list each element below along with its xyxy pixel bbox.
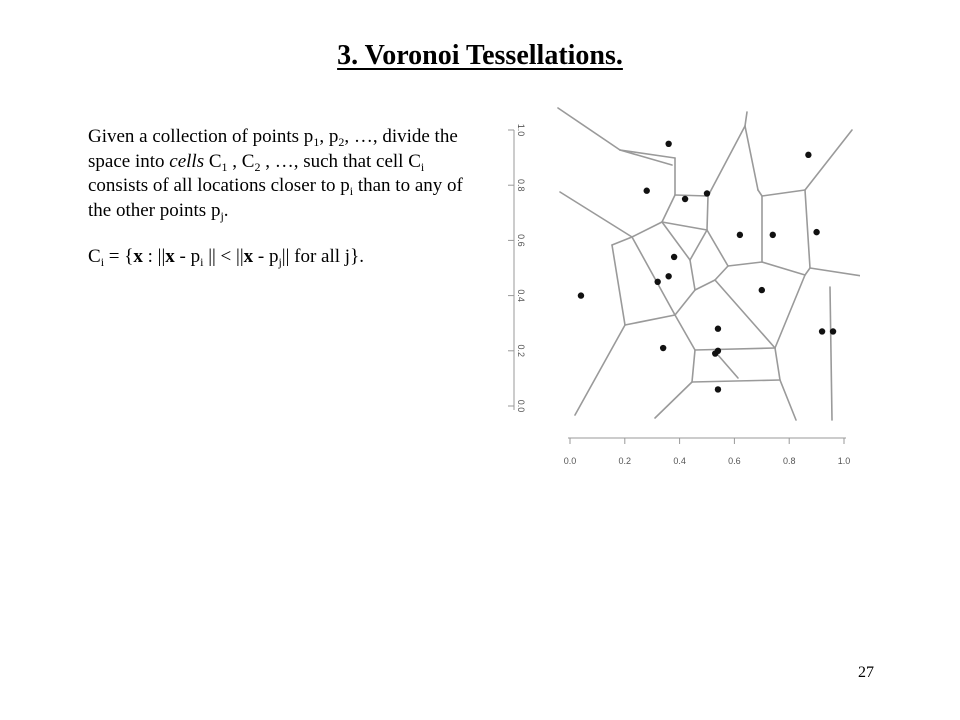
cell-edge: [675, 195, 708, 196]
cell-edge: [762, 262, 805, 275]
paragraph-text: , …, such that cell C: [260, 150, 421, 172]
data-point: [654, 279, 660, 285]
y-tick-label: 0.6: [516, 234, 526, 247]
cell-edge: [675, 315, 695, 350]
paragraph-text: Given a collection of points p: [88, 126, 314, 147]
subscript: 1: [221, 159, 228, 174]
cell-edge: [692, 380, 780, 382]
cell-edge: [625, 315, 675, 325]
cell-edge: [655, 382, 692, 418]
subscript: i: [200, 255, 204, 269]
x-tick-label: 0.0: [563, 456, 577, 466]
formula-text: C: [88, 246, 101, 267]
y-tick-label: 0.2: [516, 344, 526, 358]
data-point: [759, 287, 765, 293]
plot-axes: [514, 130, 846, 438]
data-point: [737, 232, 743, 238]
y-tick-label: 0.8: [516, 178, 526, 192]
cell-edge: [762, 190, 805, 196]
cell-edge: [775, 348, 780, 380]
x-tick-label: 0.2: [618, 456, 632, 466]
paragraph-text: C: [204, 150, 222, 172]
cell-edge: [612, 245, 625, 325]
x-tick-label: 0.4: [673, 456, 686, 466]
cell-edge: [715, 280, 775, 348]
cell-edge: [780, 380, 796, 420]
subscript: j: [220, 208, 224, 223]
voronoi-formula: [88, 245, 478, 270]
page-number: 27: [858, 664, 874, 681]
formula-text: = {: [104, 246, 134, 267]
cell-edge: [612, 237, 632, 245]
slide-title: 3. Voronoi Tessellations.: [337, 40, 623, 71]
cell-edge: [662, 222, 690, 260]
data-point: [819, 328, 825, 334]
cell-edge: [810, 268, 860, 276]
cell-edge: [695, 348, 775, 350]
cell-edge: [745, 112, 747, 126]
y-tick-label: 1.0: [516, 123, 526, 137]
data-point: [671, 254, 677, 260]
data-point: [665, 141, 671, 147]
data-point: [644, 188, 650, 194]
definition-paragraph: [88, 125, 478, 223]
data-points: [578, 141, 836, 393]
cell-edge: [758, 190, 762, 196]
cell-edge: [695, 280, 715, 290]
data-point: [805, 152, 811, 158]
paragraph-text: , C: [227, 150, 255, 172]
subscript: j: [278, 255, 282, 269]
paragraph-text: , p: [319, 126, 339, 147]
data-point: [665, 273, 671, 279]
y-tick-label: 0.0: [516, 399, 526, 413]
paragraph-text: , …, divide the space into: [88, 126, 458, 172]
cell-edge: [805, 130, 852, 190]
formula-vector-x: x: [133, 246, 143, 267]
data-point: [578, 292, 584, 298]
cell-edge: [690, 230, 707, 260]
cell-edge: [675, 290, 695, 315]
paragraph-text: .: [223, 199, 229, 221]
cell-edge: [745, 126, 758, 190]
x-tick-label: 0.6: [728, 456, 741, 466]
x-tick-label: 1.0: [837, 456, 851, 466]
y-tick-label: 0.4: [516, 289, 526, 302]
data-point: [660, 345, 666, 351]
cell-edge: [575, 325, 625, 415]
cell-edge: [707, 230, 728, 266]
data-point: [682, 196, 688, 202]
cell-edge: [718, 355, 738, 378]
formula-text: || < ||: [203, 246, 244, 267]
formula-vector-x: x: [165, 246, 175, 267]
cell-edge: [830, 287, 832, 420]
formula-text: || for all j}.: [281, 246, 364, 267]
cell-edge: [620, 150, 675, 158]
subscript: 1: [313, 135, 320, 149]
data-point: [770, 232, 776, 238]
subscript: i: [420, 159, 425, 174]
cells-term: cells: [169, 150, 205, 172]
cell-edge: [692, 350, 695, 382]
formula-text: - p: [253, 246, 279, 267]
subscript: i: [349, 184, 354, 198]
paragraph-text: consists of all locations closer to p: [88, 175, 350, 196]
cell-edge: [690, 260, 695, 290]
formula-text: - p: [174, 246, 201, 267]
data-point: [830, 328, 836, 334]
x-axis-ticks: [564, 438, 851, 466]
cell-edge: [805, 190, 810, 268]
formula-vector-x: x: [243, 246, 254, 267]
cell-edge: [805, 268, 810, 275]
cell-edge: [708, 126, 745, 196]
data-point: [715, 386, 721, 392]
cell-edge: [632, 222, 662, 237]
cell-edge: [775, 275, 805, 348]
cell-edge: [620, 150, 672, 165]
cell-edge: [662, 222, 707, 230]
voronoi-plot: [500, 100, 860, 480]
formula-text: : ||: [142, 246, 166, 267]
subscript: i: [100, 255, 105, 269]
y-axis-ticks: [508, 124, 526, 413]
cell-edge: [560, 192, 632, 237]
data-point: [813, 229, 819, 235]
cell-edge: [715, 266, 728, 280]
cell-edge: [558, 108, 620, 150]
cell-edge: [707, 196, 708, 230]
data-point: [715, 348, 721, 354]
definition-text: [88, 125, 478, 270]
subscript: 2: [338, 135, 345, 149]
cell-edge: [662, 195, 675, 222]
x-tick-label: 0.8: [782, 456, 796, 466]
voronoi-cell-boundaries: [558, 108, 860, 420]
data-point: [715, 326, 721, 332]
data-point: [704, 190, 710, 196]
subscript: 2: [254, 159, 261, 174]
cell-edge: [728, 262, 762, 266]
paragraph-text: than to any of the other points p: [88, 175, 463, 221]
